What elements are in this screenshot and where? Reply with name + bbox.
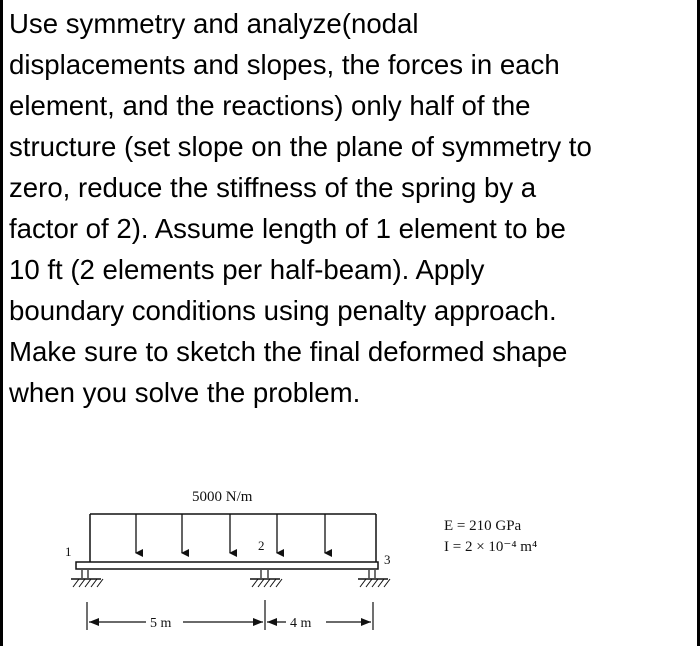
middle-support [250, 570, 282, 587]
beam-diagram [58, 478, 603, 646]
problem-line: Make sure to sketch the final deformed shape [9, 336, 568, 367]
right-support [358, 570, 390, 587]
problem-line: element, and the reactions) only half of the [9, 90, 531, 121]
load-label: 5000 N/m [192, 489, 253, 505]
node-label: 1 [65, 544, 72, 559]
property-i: I = 2 × 10⁻⁴ m⁴ [444, 539, 538, 555]
problem-line: when you solve the problem. [9, 377, 361, 408]
problem-statement [9, 3, 699, 413]
problem-line: 10 ft (2 elements per half-beam). Apply [9, 254, 485, 285]
node-label: 3 [384, 552, 391, 567]
problem-line: zero, reduce the stiffness of the spring by a [9, 172, 537, 203]
distributed-load [90, 514, 376, 562]
problem-line: factor of 2). Assume length of 1 element to be [9, 213, 566, 244]
problem-line: displacements and slopes, the forces in each [9, 49, 560, 80]
beam-figure [58, 478, 603, 646]
beam [76, 562, 378, 569]
property-e: E = 210 GPa [444, 518, 522, 534]
problem-line: structure (set slope on the plane of symmetry to [9, 131, 592, 162]
node-label: 2 [258, 538, 265, 553]
problem-line: boundary conditions using penalty approach. [9, 295, 557, 326]
problem-line: Use symmetry and analyze(nodal [9, 8, 419, 39]
dimension-label: 4 m [290, 616, 312, 631]
dimension-lines [87, 600, 373, 630]
left-support [71, 570, 103, 587]
dimension-label: 5 m [150, 616, 172, 631]
